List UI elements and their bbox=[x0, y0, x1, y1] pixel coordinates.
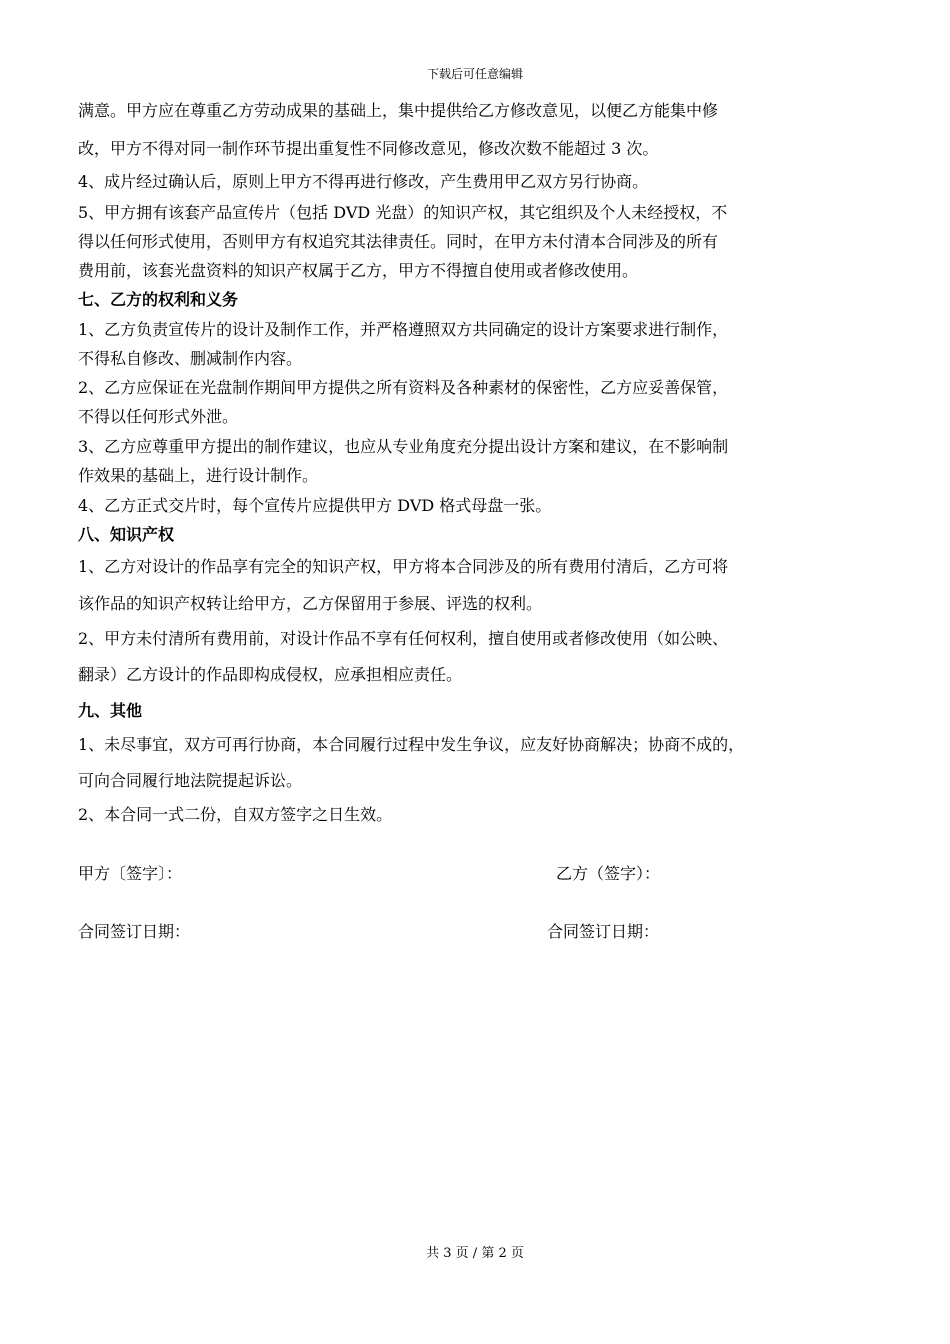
body-line: 2、甲方未付清所有费用前，对设计作品不享有任何权利，擅自使用或者修改使用（如公映、 bbox=[78, 629, 729, 648]
body-line: 4、成片经过确认后，原则上甲方不得再进行修改，产生费用甲乙双方另行协商。 bbox=[78, 172, 649, 191]
body-line: 该作品的知识产权转让给甲方，乙方保留用于参展、评选的权利。 bbox=[78, 594, 543, 613]
body-line: 5、甲方拥有该套产品宣传片（包括 DVD 光盘）的知识产权，其它组织及个人未经授权，不 bbox=[78, 203, 728, 222]
party-b-date-label: 合同签订日期： bbox=[547, 922, 660, 941]
body-line: 可向合同履行地法院提起诉讼。 bbox=[78, 771, 303, 790]
body-line: 2、乙方应保证在光盘制作期间甲方提供之所有资料及各种素材的保密性，乙方应妥善保管， bbox=[78, 378, 729, 397]
body-line: 3、乙方应尊重甲方提出的制作建议，也应从专业角度充分提出设计方案和建议，在不影响制 bbox=[78, 437, 729, 456]
body-line: 不得以任何形式外泄。 bbox=[78, 407, 239, 426]
section-heading-8: 八、知识产权 bbox=[78, 525, 175, 544]
page-header: 下载后可任意编辑 bbox=[426, 67, 523, 81]
section-heading-9: 九、其他 bbox=[78, 701, 143, 720]
body-line: 满意。甲方应在尊重乙方劳动成果的基础上，集中提供给乙方修改意见，以便乙方能集中修 bbox=[78, 101, 719, 120]
body-line: 4、乙方正式交片时，每个宣传片应提供甲方 DVD 格式母盘一张。 bbox=[78, 496, 552, 515]
party-b-signature-label: 乙方（签字）： bbox=[556, 864, 661, 883]
party-a-signature-label: 甲方〔签字〕： bbox=[78, 864, 183, 883]
body-line: 2、本合同一式二份，自双方签字之日生效。 bbox=[78, 805, 393, 824]
section-heading-7: 七、乙方的权利和义务 bbox=[78, 290, 239, 309]
page-footer: 共 3 页 / 第 2 页 bbox=[426, 1246, 524, 1261]
body-line: 得以任何形式使用，否则甲方有权追究其法律责任。同时，在甲方未付清本合同涉及的所有 bbox=[78, 232, 719, 251]
body-line: 不得私自修改、删减制作内容。 bbox=[78, 349, 303, 368]
body-line: 翻录）乙方设计的作品即构成侵权，应承担相应责任。 bbox=[78, 665, 463, 684]
body-line: 改，甲方不得对同一制作环节提出重复性不同修改意见，修改次数不能超过 3 次。 bbox=[78, 139, 659, 158]
body-line: 1、乙方对设计的作品享有完全的知识产权，甲方将本合同涉及的所有费用付清后，乙方可将 bbox=[78, 557, 729, 576]
body-line: 费用前，该套光盘资料的知识产权属于乙方，甲方不得擅自使用或者修改使用。 bbox=[78, 261, 639, 280]
body-line: 1、乙方负责宣传片的设计及制作工作，并严格遵照双方共同确定的设计方案要求进行制作， bbox=[78, 320, 729, 339]
body-line: 作效果的基础上，进行设计制作。 bbox=[78, 466, 319, 485]
party-a-date-label: 合同签订日期： bbox=[78, 922, 191, 941]
body-line: 1、未尽事宜，双方可再行协商，本合同履行过程中发生争议，应友好协商解决；协商不成的， bbox=[78, 735, 745, 754]
